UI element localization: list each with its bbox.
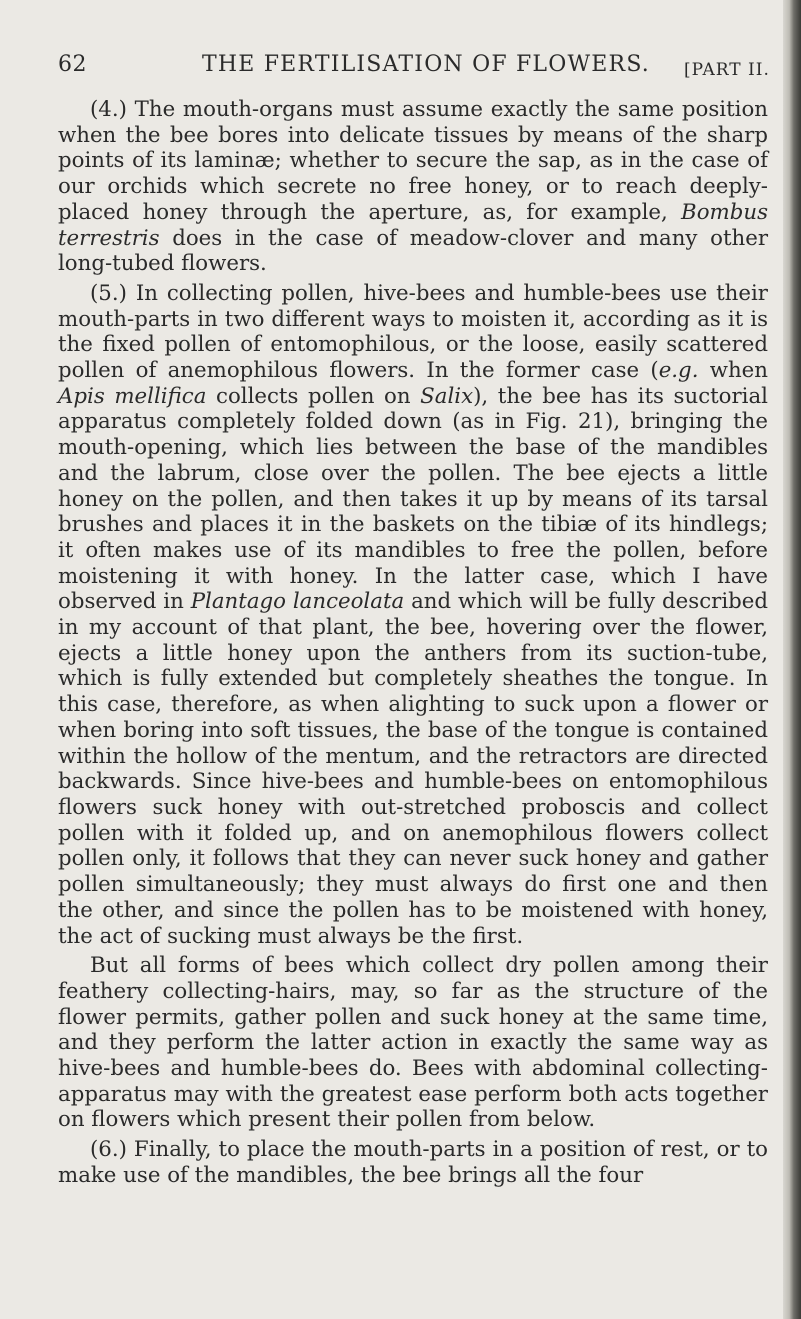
part-label: [PART II. (684, 60, 770, 80)
page-header (58, 50, 778, 86)
paragraph-6 (58, 1137, 768, 1188)
page-number: 62 (58, 52, 87, 77)
paragraph-5 (58, 281, 768, 949)
text-run: (4.) The mouth-organs must assume exactly the same position when the bee bores into delicate tissues by means of the sharp points of its laminæ; whether to secure the sap, as in the case of our orchids which secrete no free honey, or to reach deeply-placed honey through the aperture, as, for example, (58, 97, 768, 225)
italic-term: Apis mellifica (58, 383, 207, 409)
body-text (58, 97, 768, 1193)
text-run: when (698, 358, 768, 384)
page-binding-edge (783, 0, 801, 1319)
italic-term: Bombus terrestris (58, 199, 768, 251)
italic-term: e.g. (658, 358, 699, 384)
paragraph-bees-dry-pollen (58, 953, 768, 1133)
text-run: ), the bee has its suctorial apparatus completely folded down (as in Fig. 21), bringing the mouth-opening, which lies between the base of the mandibles and the labrum, close over the pollen. The bee ejects a little honey on the pollen, and then takes it up by means of its tarsal brushes and places it in the baskets on the tibiæ of its hindlegs; it often makes use of its mandibles to free the pollen, before moistening it with honey. In the latter case, which I have observed in (58, 383, 768, 615)
italic-term: Plantago lanceolata (190, 589, 405, 615)
italic-term: Salix (420, 383, 474, 409)
text-run: does in the case of meadow-clover and many other long-tubed flowers. (58, 225, 768, 277)
text-run: (6.) Finally, to place the mouth-parts in a position of rest, or to make use of the mandibles, the bee brings all the four (58, 1137, 768, 1188)
text-run: collects pollen on (206, 383, 421, 409)
text-run: But all forms of bees which collect dry pollen among their feathery collecting-hairs, may, so far as the structure of the flower permits, gather pollen and suck honey at the same time, and they perform the latter action in exactly the same way as hive-bees and humble-bees do. Bees with abdominal collecting-apparatus may with the greatest ease perform both acts together on flowers which present their pollen from below. (58, 953, 768, 1133)
running-title: THE FERTILISATION OF FLOWERS. (202, 52, 650, 77)
text-run: (5.) In collecting pollen, hive-bees and humble-bees use their mouth-parts in two different ways to moisten it, according as it is the fixed pollen of entomophilous, or the loose, easily scattered pollen of anemophilous flowers. In the former case ( (58, 280, 768, 384)
text-run: and which will be fully described in my account of that plant, the bee, hovering over the flower, ejects a little honey upon the anthers from its suction-tube, which is fully extended but completely sheathes the tongue. In this case, therefore, as when alighting to suck upon a flower or when boring into soft tissues, the base of the tongue is contained within the hollow of the mentum, and the retractors are directed backwards. Since hive-bees and humble-bees on entomophilous flowers suck honey with out-stretched proboscis and collect pollen with it folded up, and on anemophilous flowers collect pollen only, it follows that they can never suck honey and gather pollen simultaneously; they must always do first one and then the other, and since the pollen has to be moistened with honey, the act of sucking must always be the first. (58, 589, 768, 949)
paragraph-4 (58, 97, 768, 277)
